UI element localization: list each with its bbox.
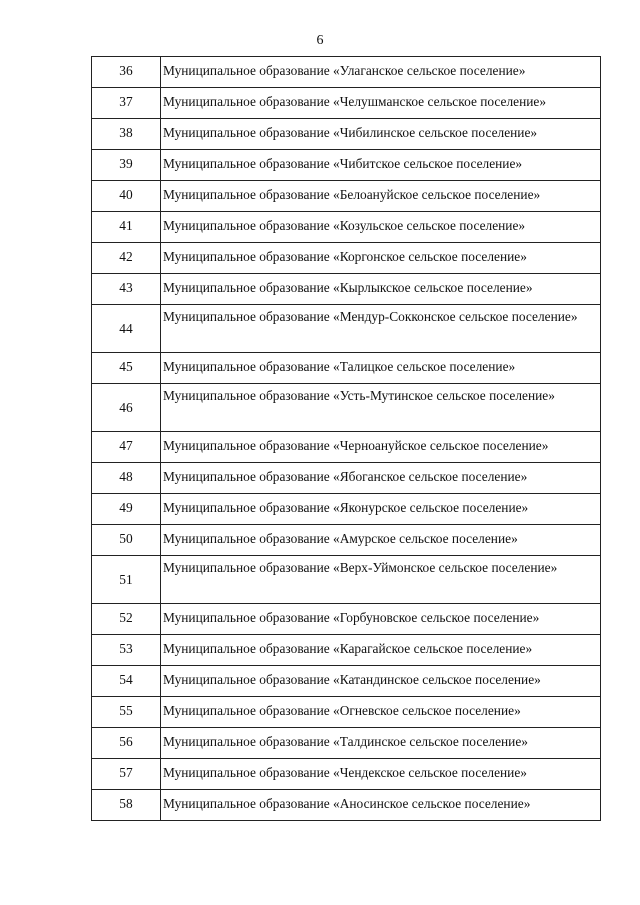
row-number: 58 [92,790,161,821]
table-row [92,181,601,212]
row-name: Муниципальное образование «Талдинское сельское поселение» [161,728,601,759]
row-number: 39 [92,150,161,181]
table-row [92,212,601,243]
row-number: 57 [92,759,161,790]
row-number: 38 [92,119,161,150]
table-row [92,274,601,305]
row-name: Муниципальное образование «Улаганское сельское поселение» [161,57,601,88]
table-row [92,353,601,384]
row-number: 53 [92,635,161,666]
row-name: Муниципальное образование «Белоануйское сельское поселение» [161,181,601,212]
row-number: 46 [92,384,161,432]
table-row [92,604,601,635]
row-name: Муниципальное образование «Чендекское сельское поселение» [161,759,601,790]
table-row [92,697,601,728]
table-row [92,57,601,88]
row-number: 41 [92,212,161,243]
table-row [92,150,601,181]
row-name: Муниципальное образование «Огневское сельское поселение» [161,697,601,728]
row-number: 55 [92,697,161,728]
row-name: Муниципальное образование «Карагайское сельское поселение» [161,635,601,666]
row-name: Муниципальное образование «Аносинское сельское поселение» [161,790,601,821]
page-number: 6 [316,33,324,48]
table-row [92,384,601,432]
row-number: 43 [92,274,161,305]
row-number: 56 [92,728,161,759]
row-number: 52 [92,604,161,635]
row-name: Муниципальное образование «Катандинское сельское поселение» [161,666,601,697]
table-row [92,243,601,274]
table-row [92,666,601,697]
row-number: 47 [92,432,161,463]
row-number: 50 [92,525,161,556]
table-row [92,525,601,556]
table-row [92,119,601,150]
row-number: 44 [92,305,161,353]
table-row [92,305,601,353]
table-row [92,88,601,119]
row-name: Муниципальное образование «Козульское сельское поселение» [161,212,601,243]
table-row [92,728,601,759]
row-name: Муниципальное образование «Коргонское сельское поселение» [161,243,601,274]
row-name: Муниципальное образование «Амурское сельское поселение» [161,525,601,556]
row-number: 54 [92,666,161,697]
row-number: 42 [92,243,161,274]
row-name: Муниципальное образование «Чибитское сельское поселение» [161,150,601,181]
table-row [92,463,601,494]
table-row [92,759,601,790]
row-number: 45 [92,353,161,384]
row-number: 51 [92,556,161,604]
table-row [92,635,601,666]
row-number: 40 [92,181,161,212]
table-row [92,790,601,821]
row-name: Муниципальное образование «Кырлыкское сельское поселение» [161,274,601,305]
row-name: Муниципальное образование «Верх-Уймонское сельское поселение» [161,556,601,604]
row-number: 49 [92,494,161,525]
row-number: 37 [92,88,161,119]
row-name: Муниципальное образование «Чибилинское сельское поселение» [161,119,601,150]
table-row [92,432,601,463]
row-number: 48 [92,463,161,494]
row-name: Муниципальное образование «Челушманское сельское поселение» [161,88,601,119]
row-name: Муниципальное образование «Черноануйское сельское поселение» [161,432,601,463]
municipalities-table [91,56,601,821]
row-name: Муниципальное образование «Ябоганское сельское поселение» [161,463,601,494]
row-name: Муниципальное образование «Яконурское сельское поселение» [161,494,601,525]
row-name: Муниципальное образование «Мендур-Сокконское сельское поселение» [161,305,601,353]
row-name: Муниципальное образование «Горбуновское сельское поселение» [161,604,601,635]
row-name: Муниципальное образование «Талицкое сельское поселение» [161,353,601,384]
row-number: 36 [92,57,161,88]
row-name: Муниципальное образование «Усть-Мутинское сельское поселение» [161,384,601,432]
table-row [92,556,601,604]
table-row [92,494,601,525]
